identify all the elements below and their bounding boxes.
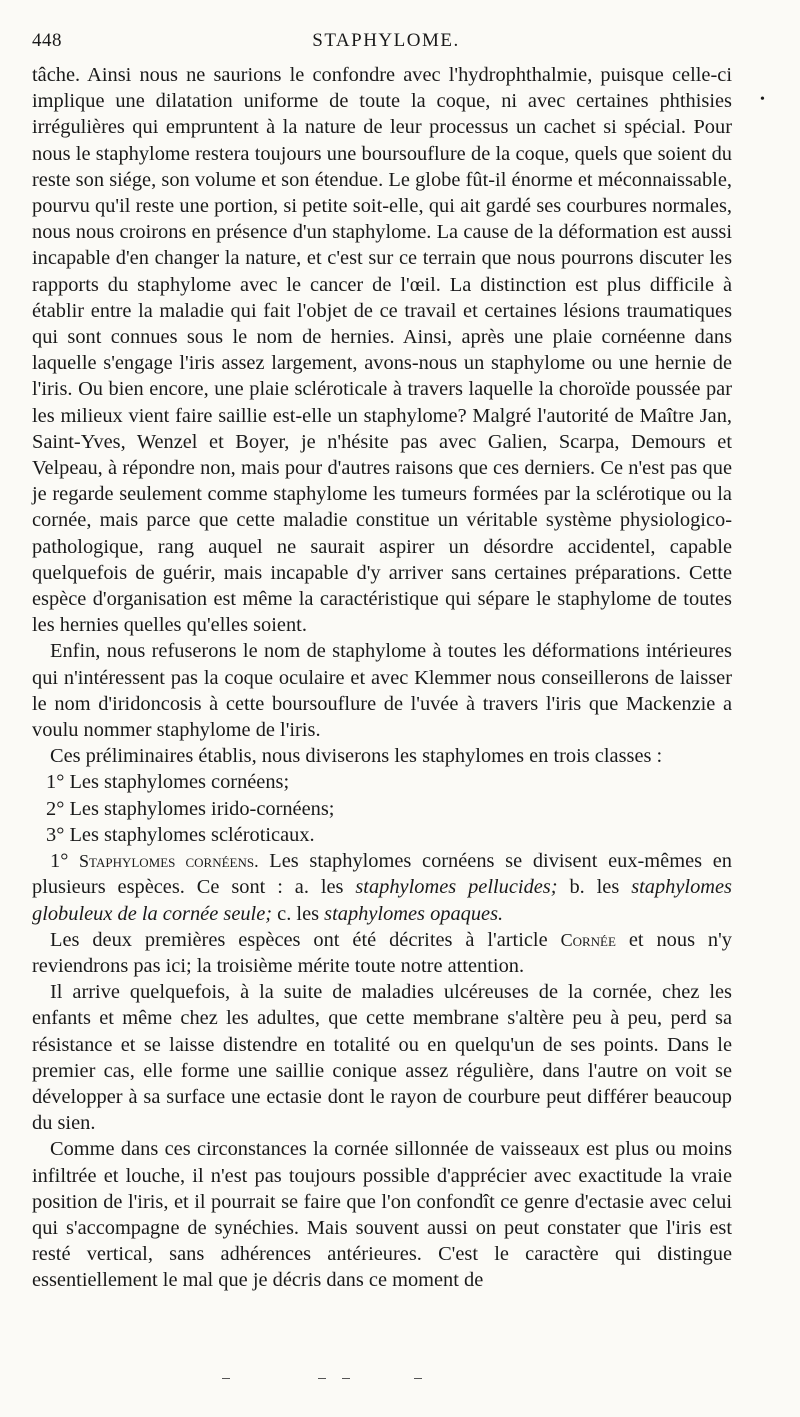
section-text: c. les (272, 902, 325, 925)
section-text: Les staphylomes cornéens se divisent eux-mêmes en plusieurs espèces. Ce sont : a. les (32, 850, 732, 899)
page-body (32, 62, 732, 1294)
paragraph-text: Les deux premières espèces ont été décrites à l'article (50, 928, 561, 951)
running-title: STAPHYLOME. (312, 30, 460, 51)
paragraph-enfin: Enfin, nous refuserons le nom de staphylome à toutes les déformations intérieures qui n'intéressent pas la coque oculaire et avec Klemmer nous conseillerons de laisser le nom d'iridoncosis à cette boursouflure de l'uvée à travers l'iris que Mackenzie a voulu nommer staphylome de l'iris. (32, 640, 732, 742)
species-c: staphylomes opaques. (324, 902, 504, 925)
cross-reference: Cornée (560, 929, 616, 950)
running-header (32, 30, 740, 56)
page-number: 448 (32, 30, 62, 51)
footer-marks (0, 1378, 800, 1382)
section-number: 1° (50, 850, 69, 873)
paragraph-text: et nous n'y reviendrons pas ici; la troisième mérite toute notre attention. (32, 928, 732, 977)
paragraph-continuation: tâche. Ainsi nous ne saurions le confondre avec l'hydrophthalmie, puisque celle-ci implique une dilatation uniforme de toute la coque, ni avec certaines phthisies irrégulières qui empruntent à la nature de leur processus un cachet si spécial. Pour nous le staphylome restera toujours une boursouflure de la coque, quels que soient du reste son siége, son volume et son étendue. Le globe fût-il énorme et méconnaissable, pourvu qu'il reste une portion, si petite soit-elle, qui ait gardé ses courbures normales, nous nous croirons en présence d'un staphylome. La cause de la déformation est aussi incapable d'en changer la nature, et c'est sur ce terrain que nous pourrons discuter les rapports du staphylome avec le cancer de l'œil. La distinction est plus difficile à établir entre la maladie qui fait l'objet de ce travail et certaines lésions traumatiques qui sont connues sous le nom de hernies. Ainsi, après une plaie cornéenne dans laquelle s'engage l'iris assez largement, avons-nous un staphylome ou une hernie de l'iris. Ou bien encore, une plaie scléroticale à travers laquelle la choroïde poussée par les milieux vient faire saillie est-elle un staphylome? Malgré l'autorité de Maître Jan, Saint-Yves, Wenzel et Boyer, je n'hésite pas avec Galien, Scarpa, Demours et Velpeau, à répondre non, mais pour d'autres raisons que ces derniers. Ce n'est pas que je regarde seulement comme staphylome les tumeurs formées par la sclérotique ou la cornée, mais parce que cette maladie constitue un véritable système physiologico-pathologique, rang auquel ne saurait aspirer un désordre accidentel, capable quelquefois de guérir, mais incapable d'y arriver sans certaines préparations. Cette espèce d'organisation est même la caractéristique qui sépare le staphylome de toutes les hernies quelles qu'elles soient. (32, 64, 732, 637)
section-heading: Staphylomes cornéens. (79, 851, 259, 872)
species-b: staphylomes globuleux de la cornée seule; (32, 876, 732, 925)
list-item-class-2: 2° Les staphylomes irido-cornéens; (46, 797, 335, 820)
paragraph-comme-dans: Comme dans ces circonstances la cornée sillonnée de vaisseaux est plus ou moins infiltrée et louche, il n'est pas toujours possible d'apprécier avec exactitude la vraie position de l'iris, et il pourrait se faire que l'on confondît ce genre d'ectasie avec celui qui s'accompagne de synéchies. Mais souvent aussi on peut constater que l'iris est resté vertical, sans adhérences antérieures. C'est le caractère qui distingue essentiellement le mal que je décris dans ce moment de (32, 1138, 732, 1292)
section-text: b. les (557, 876, 632, 899)
paragraph-deux-especes (32, 927, 732, 979)
paragraph-il-arrive: Il arrive quelquefois, à la suite de maladies ulcéreuses de la cornée, chez les enfants et même chez les adultes, que cette membrane s'altère peu à peu, perd sa résistance et se laisse distendre en totalité ou en quelqu'un de ses points. Dans le premier cas, elle forme une saillie conique assez régulière, dans l'autre on voit se développer à sa surface une ectasie dont le rayon de courbure peut différer beaucoup du sien. (32, 981, 732, 1135)
list-item-class-3: 3° Les staphylomes scléroticaux. (46, 823, 315, 846)
list-item-class-1: 1° Les staphylomes cornéens; (46, 771, 290, 794)
paragraph-preliminaires: Ces préliminaires établis, nous diviserons les staphylomes en trois classes : (50, 745, 663, 768)
species-a: staphylomes pellucides; (355, 876, 558, 899)
section-staphylomes-corneens (32, 848, 732, 927)
margin-mark: • (760, 92, 765, 107)
